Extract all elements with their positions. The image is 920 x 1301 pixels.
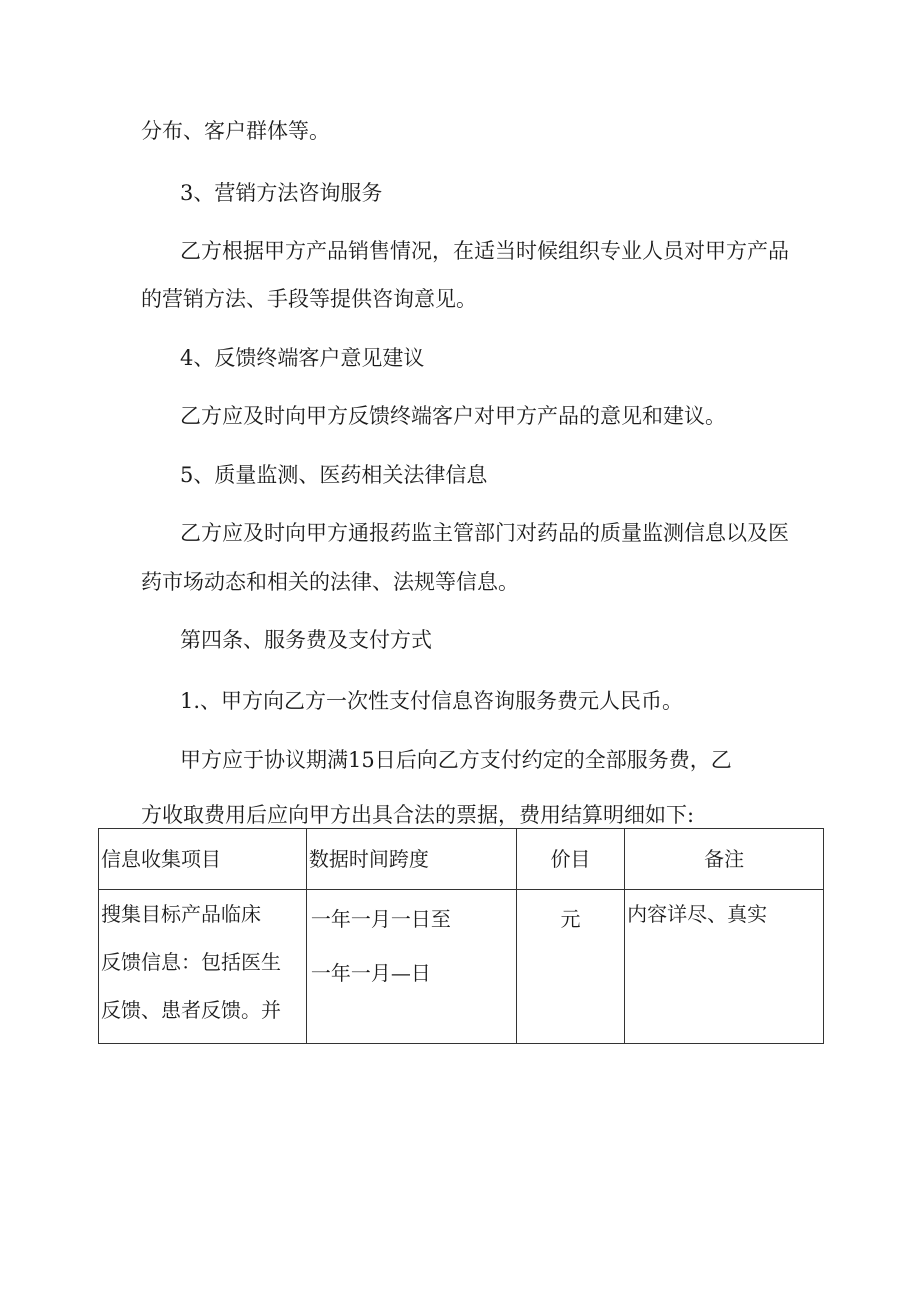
cell-remark-text: 内容详尽、真实 bbox=[627, 902, 768, 926]
cell-price-text: 元 bbox=[560, 907, 581, 931]
paragraph-line: 乙方根据甲方产品销售情况，在适当时候组织专业人员对甲方产品 bbox=[180, 239, 789, 263]
section-heading-quality: 5、质量监测、医药相关法律信息 bbox=[180, 463, 488, 487]
header-item: 信息收集项目 bbox=[99, 829, 307, 890]
cell-span-line: 一年一月—日 bbox=[310, 961, 431, 985]
cell-item-line: 反馈、患者反馈。并 bbox=[101, 998, 281, 1022]
paragraph-line: 分布、客户群体等。 bbox=[141, 119, 330, 143]
table-row bbox=[99, 890, 824, 1044]
paragraph-line: 的营销方法、手段等提供咨询意见。 bbox=[141, 287, 477, 311]
cell-item-line: 反馈信息：包括医生 bbox=[101, 950, 281, 974]
header-span: 数据时间跨度 bbox=[306, 829, 516, 890]
cell-item-line: 搜集目标产品临床 bbox=[101, 902, 261, 926]
header-remark: 备注 bbox=[625, 829, 824, 890]
article-heading-fees: 第四条、服务费及支付方式 bbox=[180, 628, 432, 652]
paragraph-line: 乙方应及时向甲方反馈终端客户对甲方产品的意见和建议。 bbox=[180, 404, 726, 428]
fee-table bbox=[98, 828, 824, 1044]
table-header-row bbox=[99, 829, 824, 890]
cell-span-line: 一年一月一日至 bbox=[310, 907, 451, 931]
paragraph-line: 药市场动态和相关的法律、法规等信息。 bbox=[141, 570, 519, 594]
section-heading-feedback: 4、反馈终端客户意见建议 bbox=[180, 346, 425, 370]
cell-span bbox=[306, 890, 516, 1044]
paragraph-line: 方收取费用后应向甲方出具合法的票据，费用结算明细如下: bbox=[141, 803, 695, 827]
paragraph-line: 甲方应于协议期满15日后向乙方支付约定的全部服务费，乙 bbox=[180, 748, 732, 772]
cell-remark bbox=[625, 890, 824, 1044]
paragraph-line: 1.、甲方向乙方一次性支付信息咨询服务费元人民币。 bbox=[180, 689, 684, 713]
section-heading-marketing: 3、营销方法咨询服务 bbox=[180, 181, 383, 205]
header-price: 价目 bbox=[516, 829, 624, 890]
paragraph-line: 乙方应及时向甲方通报药监主管部门对药品的质量监测信息以及医 bbox=[180, 521, 789, 545]
cell-item bbox=[99, 890, 307, 1044]
cell-price bbox=[516, 890, 624, 1044]
